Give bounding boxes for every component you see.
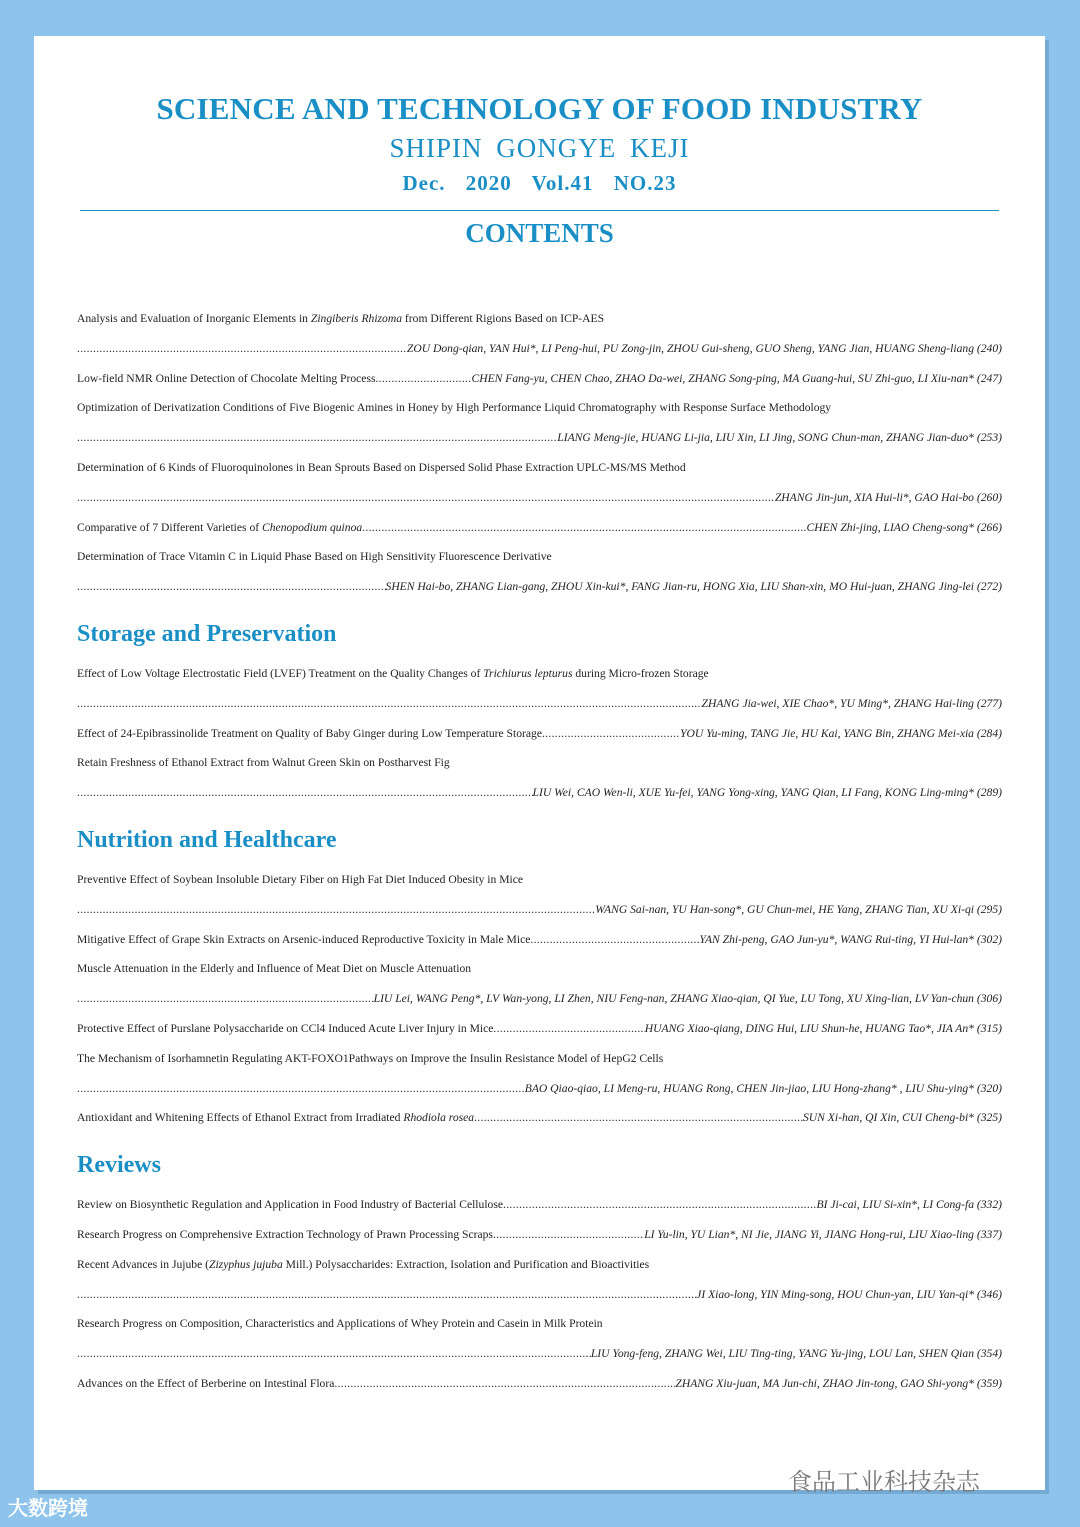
toc-entry[interactable] [77, 364, 1002, 394]
toc-author-line [77, 895, 1002, 925]
toc-authors: ZOU Dong-qian, YAN Hui*, LI Peng-hui, PU Zong-jin, ZHOU Gui-sheng, GUO Sheng, YANG Jian, HUANG Sheng-liang (240) [406, 341, 1002, 355]
toc-title: Low-field NMR Online Detection of Chocolate Melting Process [77, 371, 376, 385]
toc-entry[interactable] [77, 1190, 1002, 1220]
toc-authors: BAO Qiao-qiao, LI Meng-ru, HUANG Rong, CHEN Jin-jiao, LIU Hong-zhang* , LIU Shu-ying* (320) [524, 1081, 1002, 1095]
journal-pinyin: SHIPIN GONGYE KEJI [389, 133, 690, 163]
toc-authors: ZHANG Jia-wei, XIE Chao*, YU Ming*, ZHANG Hai-ling (277) [701, 696, 1002, 710]
section-heading-reviews: Reviews [77, 1152, 161, 1179]
toc-author-line [77, 572, 1002, 602]
journal-page [34, 36, 1045, 1490]
toc-author-line [77, 1280, 1002, 1310]
toc-entry[interactable] [77, 1369, 1002, 1399]
leader-dots [77, 778, 533, 808]
leader-dots [493, 1220, 644, 1250]
leader-dots [77, 1074, 525, 1104]
leader-dots [77, 689, 702, 719]
leader-dots [362, 513, 806, 543]
toc-title: Research Progress on Comprehensive Extraction Technology of Prawn Processing Scraps [77, 1227, 493, 1241]
toc-title: Review on Biosynthetic Regulation and Application in Food Industry of Bacterial Cellulose [77, 1198, 504, 1212]
toc-authors: CHEN Fang-yu, CHEN Chao, ZHAO Da-wei, ZHANG Song-ping, MA Guang-hui, SU Zhi-guo, LI Xiu-nan* (247) [471, 371, 1002, 385]
leader-dots [77, 483, 775, 513]
toc-title: Research Progress on Composition, Characteristics and Applications of Whey Protein and Casein in Milk Protein [77, 1317, 603, 1331]
header-divider [80, 210, 999, 211]
toc-entry[interactable] [77, 1220, 1002, 1250]
toc-authors: ZHANG Jin-jun, XIA Hui-li*, GAO Hai-bo (260) [774, 490, 1002, 504]
toc-author-line [77, 1339, 1002, 1369]
watermark-left: 大数跨境 [8, 1496, 88, 1520]
journal-title: SCIENCE AND TECHNOLOGY OF FOOD INDUSTRY [156, 91, 923, 126]
toc-authors: HUANG Xiao-qiang, DING Hui, LIU Shun-he, HUANG Tao*, JIA An* (315) [644, 1021, 1002, 1035]
toc-entry[interactable]: Antioxidant and Whitening Effects of Ethanol Extract from Irradiated Rhodiola rosea ..... SUN Xi-han, QI Xin, CUI Cheng-bi* (325) [77, 1103, 1002, 1133]
leader-dots [334, 1369, 675, 1399]
toc-title: Protective Effect of Purslane Polysaccharide on CCl4 Induced Acute Liver Injury in Mice [77, 1021, 494, 1035]
leader-dots [474, 1103, 803, 1133]
toc-title-line[interactable] [77, 453, 1002, 483]
issue-info: Dec. 2020 Vol.41 NO.23 [402, 171, 677, 195]
section-heading-storage: Storage and Preservation [77, 620, 337, 647]
species-name: Trichiurus lepturus [483, 666, 573, 680]
toc-authors: YAN Zhi-peng, GAO Jun-yu*, WANG Rui-ting, YI Hui-lan* (302) [699, 932, 1002, 946]
toc-title: Optimization of Derivatization Conditions of Five Biogenic Amines in Honey by High Performance Liquid Chromatography with Response Surface Methodology [77, 401, 832, 415]
leader-dots [77, 984, 374, 1014]
leader-dots [493, 1014, 644, 1044]
leader-dots [77, 423, 557, 453]
toc-authors: YOU Yu-ming, TANG Jie, HU Kai, YANG Bin, ZHANG Mei-xia (284) [680, 726, 1002, 740]
leader-dots [542, 719, 680, 749]
toc-authors: BI Ji-cai, LIU Si-xin*, LI Cong-fa (332) [816, 1198, 1002, 1212]
toc-authors: LIU Lei, WANG Peng*, LV Wan-yong, LI Zhen, NIU Feng-nan, ZHANG Xiao-qian, QI Yue, LU Tong, XU Xing-lian, LV Yan-chun (306) [373, 992, 1002, 1006]
species-name: Zizyphus jujuba [209, 1257, 283, 1271]
section-heading-nutrition: Nutrition and Healthcare [77, 826, 337, 853]
leader-dots [503, 1190, 817, 1220]
toc-author-line [77, 423, 1002, 453]
toc-title-line[interactable]: Analysis and Evaluation of Inorganic Elements in Zingiberis Rhizoma from Different Rigions Based on ICP-AES [77, 312, 605, 325]
watermark-right: 食品工业科技杂志 [788, 1468, 980, 1496]
toc-title: The Mechanism of Isorhamnetin Regulating AKT-FOXO1Pathways on Improve the Insulin Resistance Model of HepG2 Cells [77, 1051, 664, 1065]
toc-authors: LIANG Meng-jie, HUANG Li-jia, LIU Xin, LI Jing, SONG Chun-man, ZHANG Jian-duo* (253) [557, 431, 1002, 445]
toc-entry[interactable] [77, 1014, 1002, 1044]
toc-title: Effect of 24-Epibrassinolide Treatment on Quality of Baby Ginger during Low Temperature Storage [77, 726, 542, 740]
toc-authors: LI Yu-lin, YU Lian*, NI Jie, JIANG Yi, JIANG Hong-rui, LIU Xiao-ling (337) [644, 1227, 1002, 1241]
toc-title-line[interactable] [77, 1044, 1002, 1074]
toc-title-line[interactable]: Recent Advances in Jujube (Zizyphus jujuba Mill.) Polysaccharides: Extraction, Isolation and Purification and Bioactivities [77, 1257, 650, 1271]
toc-author-line [77, 1074, 1002, 1104]
toc-title-line[interactable] [77, 865, 1002, 895]
leader-dots [77, 895, 595, 925]
toc-title-line[interactable] [77, 393, 1002, 423]
toc-authors: JI Xiao-long, YIN Ming-song, HOU Chun-yan, LIU Yan-qi* (346) [696, 1287, 1002, 1301]
toc-title: Retain Freshness of Ethanol Extract from Walnut Green Skin on Postharvest Fig [77, 756, 450, 770]
toc-authors: CHEN Zhi-jing, LIAO Cheng-song* (266) [806, 520, 1002, 534]
toc-title: Mitigative Effect of Grape Skin Extracts on Arsenic-induced Reproductive Toxicity in Male Mice [77, 932, 531, 946]
toc-authors: ZHANG Xiu-juan, MA Jun-chi, ZHAO Jin-tong, GAO Shi-yong* (359) [675, 1376, 1002, 1390]
toc-author-line [77, 689, 1002, 719]
species-name: Chenopodium quinoa [262, 520, 363, 534]
leader-dots [77, 1280, 696, 1310]
toc-title-line[interactable] [77, 542, 1002, 572]
toc-author-line [77, 778, 1002, 808]
species-name: Rhodiola rosea [403, 1111, 475, 1125]
table-of-contents [77, 304, 1002, 1399]
toc-authors: LIU Wei, CAO Wen-li, XUE Yu-fei, YANG Yong-xing, YANG Qian, LI Fang, KONG Ling-ming* (289) [532, 786, 1002, 800]
toc-title-line[interactable] [77, 748, 1002, 778]
toc-title: Determination of 6 Kinds of Fluoroquinolones in Bean Sprouts Based on Dispersed Solid Phase Extraction UPLC-MS/MS Method [77, 460, 686, 474]
species-name: Zingiberis Rhizoma [310, 312, 403, 325]
toc-title: Muscle Attenuation in the Elderly and Influence of Meat Diet on Muscle Attenuation [77, 962, 472, 976]
toc-authors: SUN Xi-han, QI Xin, CUI Cheng-bi* (325) [802, 1111, 1002, 1125]
leader-dots [77, 1339, 591, 1369]
toc-authors: SHEN Hai-bo, ZHANG Lian-gang, ZHOU Xin-kui*, FANG Jian-ru, HONG Xia, LIU Shan-xin, MO Hui-juan, ZHANG Jing-lei (272) [385, 580, 1002, 594]
leader-dots [375, 364, 471, 394]
leader-dots [77, 572, 386, 602]
toc-author-line [77, 984, 1002, 1014]
toc-author-line [77, 334, 1002, 364]
toc-author-line [77, 483, 1002, 513]
toc-entry[interactable] [77, 719, 1002, 749]
toc-title-line[interactable]: Effect of Low Voltage Electrostatic Field (LVEF) Treatment on the Quality Changes of Trichiurus lepturus during Micro-frozen Storage [77, 666, 709, 680]
toc-title-line[interactable] [77, 1309, 1002, 1339]
toc-title: Determination of Trace Vitamin C in Liquid Phase Based on High Sensitivity Fluorescence Derivative [77, 550, 552, 564]
contents-heading: CONTENTS [465, 218, 614, 248]
toc-title: Preventive Effect of Soybean Insoluble Dietary Fiber on High Fat Diet Induced Obesity in Mice [77, 872, 524, 886]
toc-authors: WANG Sai-nan, YU Han-song*, GU Chun-mei, HE Yang, ZHANG Tian, XU Xi-qi (295) [595, 902, 1002, 916]
leader-dots [77, 334, 407, 364]
leader-dots [530, 925, 699, 955]
toc-title: Advances on the Effect of Berberine on Intestinal Flora [77, 1376, 335, 1390]
toc-title-line[interactable] [77, 954, 1002, 984]
toc-authors: LIU Yong-feng, ZHANG Wei, LIU Ting-ting, YANG Yu-jing, LOU Lan, SHEN Qian (354) [590, 1347, 1002, 1361]
toc-entry[interactable] [77, 925, 1002, 955]
toc-entry[interactable]: Comparative of 7 Different Varieties of Chenopodium quinoa ..... CHEN Zhi-jing, LIAO Cheng-song* (266) [77, 513, 1002, 543]
